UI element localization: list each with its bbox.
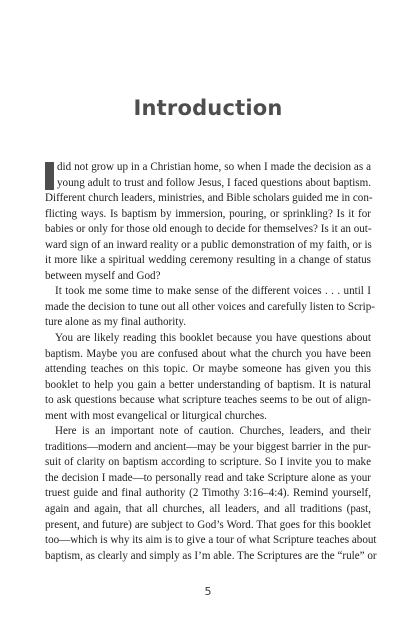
text-line: attending teaches on this topic. Or maybe someone has given you this (45, 363, 371, 376)
text-line: ward sign of an inward reality or a public demonstration of my faith, or is (45, 238, 372, 251)
text-line: between myself and God? (45, 269, 161, 282)
text-line: too—which is why its aim is to give a tour of what Scripture teaches about (45, 534, 377, 547)
text-line: flicting ways. Is baptism by immersion, pouring, or sprinkling? Is it for (45, 207, 371, 220)
text-line: You are likely reading this booklet because you have questions about (55, 332, 371, 345)
text-line: ment with most evangelical or liturgical churches. (45, 409, 267, 422)
text-line: it more like a spiritual wedding ceremony resulting in a change of status (45, 254, 371, 267)
page-number: 5 (204, 585, 212, 598)
text-line: truest guide and final authority (2 Timothy 3:16–4:4). Remind yourself, (45, 487, 371, 500)
text-line: present, and future) are subject to God’s Word. That goes for this booklet (45, 518, 371, 531)
text-line: babies or only for those old enough to decide for themselves? Is it an out- (45, 223, 372, 236)
text-line: ture alone as my final authority. (45, 316, 186, 329)
text-line: did not grow up in a Christian home, so when I made the decision as a (57, 161, 371, 173)
text-line: Different church leaders, ministries, and Bible scholars guided me in con- (45, 192, 373, 205)
text-line: made the decision to tune out all other voices and carefully listen to Scrip- (45, 300, 375, 313)
text-line: again and again, that all churches, all leaders, and all traditions (past, (45, 503, 371, 516)
text-line: young adult to trust and follow Jesus, I faced questions about baptism. (57, 176, 371, 189)
text-line: baptism. Maybe you are confused about what the church you have been (45, 347, 371, 360)
text-line: to ask questions because what scripture teaches seems to be out of align- (45, 394, 371, 407)
text-line: suit of clarity on baptism according to scripture. So I invite you to make (45, 456, 371, 469)
text-line: baptism, as clearly and simply as I’m able. The Scriptures are the “rule” or (45, 549, 377, 562)
text-line: the decision I made—to personally read and take Scripture alone as your (45, 471, 371, 484)
text-line: Here is an important note of caution. Churches, leaders, and their (55, 425, 371, 438)
chapter-title: Introduction (133, 96, 283, 120)
text-line: booklet to help you gain a better understanding of baptism. It is natural (45, 378, 371, 391)
text-line: It took me some time to make sense of the different voices . . . until I (55, 285, 371, 298)
text-line: traditions—modern and ancient—may be your biggest barrier in the pur- (45, 440, 371, 453)
body-text (45, 160, 377, 564)
